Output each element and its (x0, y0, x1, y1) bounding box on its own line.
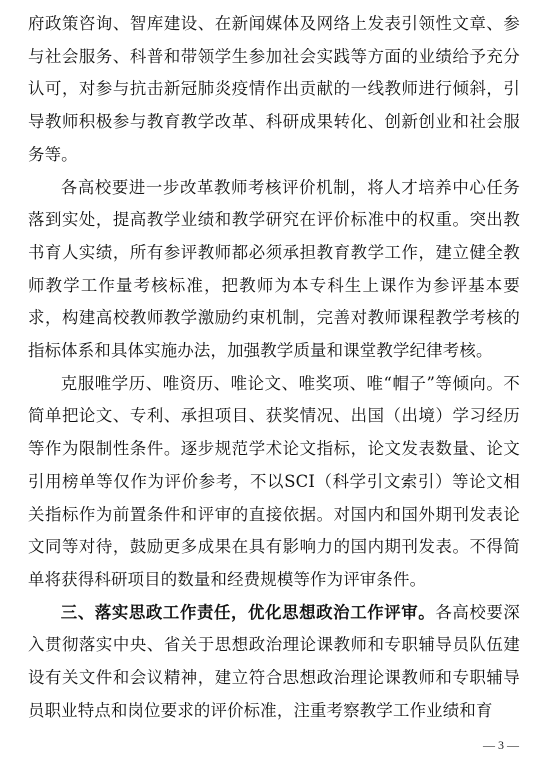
paragraph-text: 府政策咨询、智库建设、在新闻媒体及网络上发表引领性文章、参与社会服务、科普和带领学生参加社会实践等方面的业绩给予充分认可，对参与抗击新冠肺炎疫情作出贡献的一线教师进行倾斜，引导教师积极参与教育教学改革、科研成果转化、创新创业和社会服务等。 (28, 14, 520, 164)
paragraph-section-three (28, 597, 520, 728)
paragraph-text: 各高校要深入贯彻落实中央、省关于思想政治理论课教师和专职辅导员队伍建设有关文件和会议精神，建立符合思想政治理论课教师和专职辅导员职业特点和岗位要求的评价标准，注重考察教学工作业绩和育 (28, 602, 520, 720)
document-page (28, 8, 520, 727)
paragraph-text: 各高校要进一步改革教师考核评价机制，将人才培养中心任务落到实处，提高教学业绩和教学研究在评价标准中的权重。突出教书育人实绩，所有参评教师都必须承担教育教学工作，建立健全教师教学工作量考核标准，把教师为本专科生上课作为参评基本要求，构建高校教师教学激励约束机制，完善对教师课程教学考核的指标体系和具体实施办法，加强教学质量和课堂教学纪律考核。 (28, 177, 520, 361)
section-heading: 三、落实思政工作责任，优化思想政治工作评审。 (60, 602, 436, 622)
paragraph-overcome-tendencies (28, 368, 520, 597)
paragraph-continuation (28, 8, 520, 172)
paragraph-text: 克服唯学历、唯资历、唯论文、唯奖项、唯“帽子”等倾向。不简单把论文、专利、承担项目、获奖情况、出国（出境）学习经历等作为限制性条件。逐步规范学术论文指标，论文发表数量、论文引用榜单等仅作为评价参考，不以SCI（科学引文索引）等论文相关指标作为前置条件和评审的直接依据。对国内和国外期刊发表论文同等对待，鼓励更多成果在具有影响力的国内期刊发表。不得简单将获得科研项目的数量和经费规模等作为评审条件。 (28, 373, 520, 589)
page-number: — 3 — (483, 738, 519, 752)
paragraph-evaluation-mechanism (28, 172, 520, 368)
